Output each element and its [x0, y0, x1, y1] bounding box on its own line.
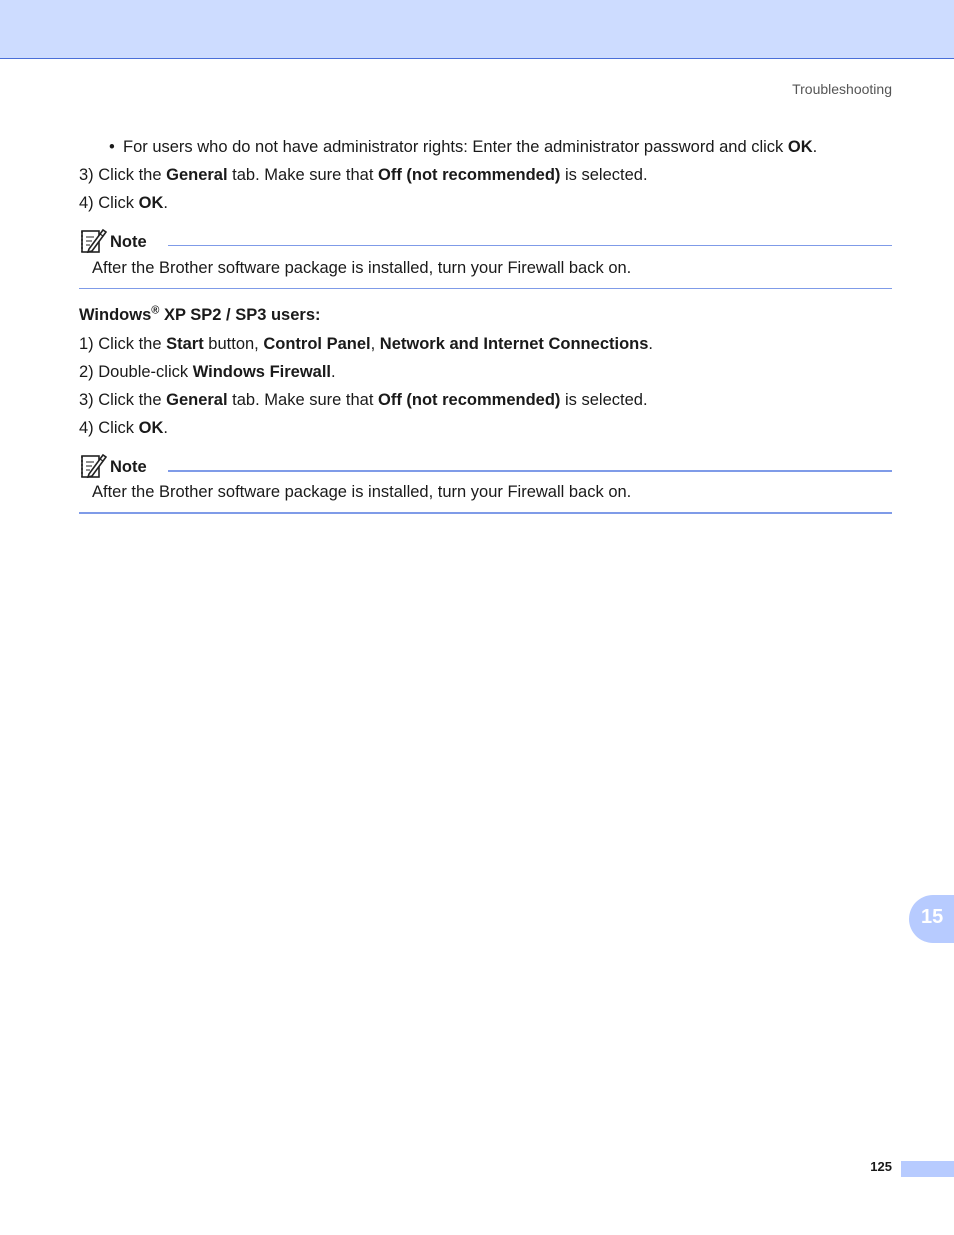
header-band	[0, 0, 954, 59]
note-end-rule	[79, 288, 892, 289]
note-label: Note	[110, 458, 147, 476]
step-1-start-button: 1) Click the Start button, Control Panel, Network and Internet Connections.	[79, 335, 653, 353]
note-text: After the Brother software package is installed, turn your Firewall back on.	[92, 483, 632, 501]
chapter-tab	[909, 895, 954, 943]
bullet-admin-password: • For users who do not have administrator rights: Enter the administrator password and click OK.	[109, 138, 818, 156]
chapter-number: 15	[921, 906, 944, 928]
step-3-general-tab: 3) Click the General tab. Make sure that Off (not recommended) is selected.	[79, 391, 648, 409]
note-label: Note	[110, 233, 147, 251]
note-end-rule	[79, 512, 892, 514]
step-2-windows-firewall: 2) Double-click Windows Firewall.	[79, 363, 336, 381]
section-heading-xp: Windows® XP SP2 / SP3 users:	[79, 304, 321, 324]
step-4-click-ok: 4) Click OK.	[79, 194, 168, 212]
note-pencil-icon	[79, 227, 107, 255]
running-title: Troubleshooting	[792, 81, 892, 97]
note-divider	[168, 470, 892, 472]
note-pencil-icon	[79, 452, 107, 480]
note-header	[79, 227, 892, 257]
step-4-click-ok: 4) Click OK.	[79, 419, 168, 437]
note-header	[79, 452, 892, 482]
footer-bar	[901, 1161, 954, 1177]
page-number: 125	[870, 1159, 892, 1174]
note-divider	[168, 245, 892, 246]
step-3-general-tab: 3) Click the General tab. Make sure that Off (not recommended) is selected.	[79, 166, 648, 184]
bullet-marker: •	[109, 138, 115, 156]
note-text: After the Brother software package is installed, turn your Firewall back on.	[92, 259, 632, 277]
